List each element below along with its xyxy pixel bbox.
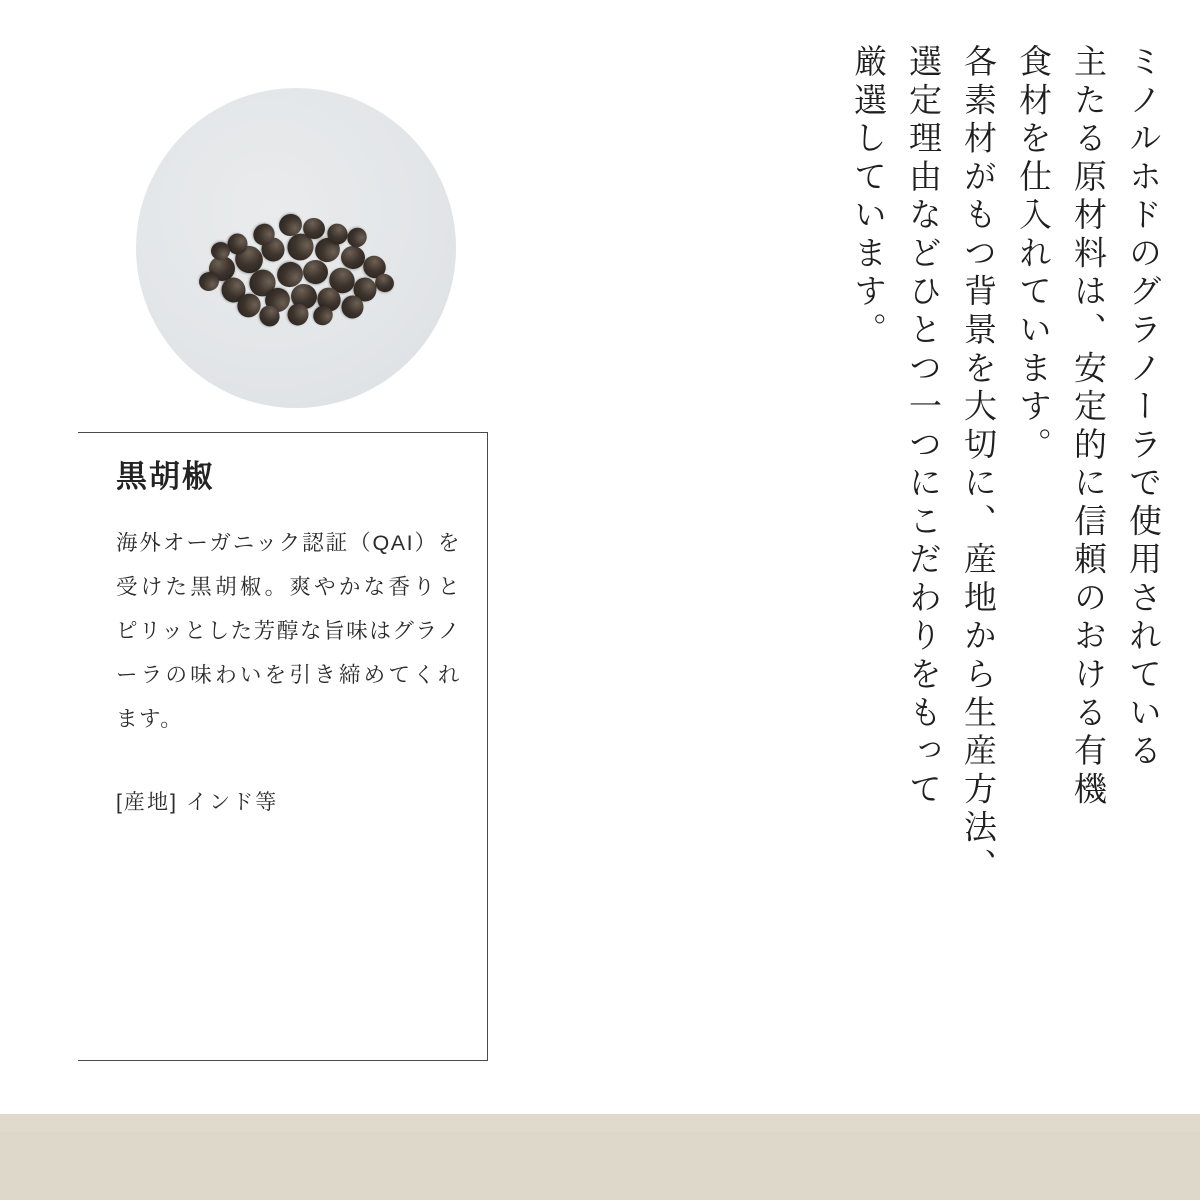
bottom-color-band-inner (0, 1132, 1200, 1200)
vertical-line-1: ミノルホドのグラノーラで使用されている (1124, 44, 1160, 772)
vertical-line-6: 厳選しています。 (849, 44, 885, 351)
ingredient-description: 海外オーガニック認証（QAI）を受けた黒胡椒。爽やかな香りとピリッとした芳醇な旨味はグラノーラの味わいを引き締めてくれます。 (116, 531, 461, 732)
divider-top (78, 432, 488, 433)
ingredient-name: 黒胡椒 (116, 459, 215, 494)
ingredient-caption (116, 458, 466, 816)
vertical-line-5: 選定理由などひとつ一つにこだわりをもって (904, 44, 940, 810)
vertical-line-3: 食材を仕入れています。 (1014, 44, 1050, 466)
vertical-statement (828, 44, 1158, 1044)
divider-right (487, 432, 488, 1061)
ingredient-origin: [産地] インド等 (116, 790, 279, 814)
photo-circle-backdrop (136, 88, 456, 408)
vertical-line-2: 主たる原材料は、安定的に信頼のおける有機 (1069, 44, 1105, 810)
bottom-color-band (0, 1114, 1200, 1200)
ingredient-card (78, 60, 488, 1070)
peppercorn (301, 258, 330, 286)
peppercorn (341, 296, 363, 319)
vertical-line-4: 各素材がもつ背景を大切に、産地から生産方法、 (959, 44, 995, 887)
peppercorns-cluster (191, 194, 401, 314)
product-photo (136, 88, 456, 408)
divider-bottom (78, 1060, 488, 1061)
